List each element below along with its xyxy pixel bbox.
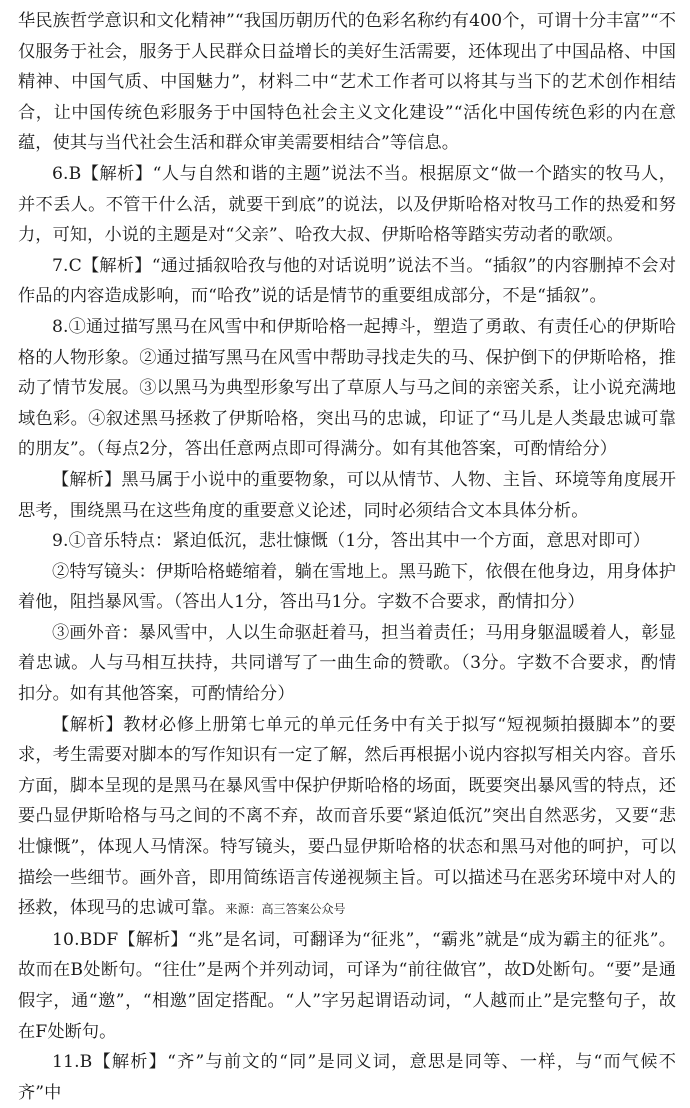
paragraph-answer-10: 10.BDF【解析】“兆”是名词，可翻译为“征兆”，“霸兆”就是“成为霸主的征兆”。故而在B处断句。“往仕”是两个并列动词，可译为“前往做官”，故D处断句。“要”是通假字，通“邀”，“相邀”固定搭配。“人”字另起谓语动词，“人越而止”是完整句子，故在F处断句。 [18,929,676,1042]
analysis-9-text: 【解析】教材必修上册第七单元的单元任务中有关于拟写“短视频拍摄脚本”的要求，考生需要对脚本的写作知识有一定了解，然后再根据小说内容拟写相关内容。音乐方面，脚本呈现的是黑马在暴风雪中保护伊斯哈格的场面，既要突出暴风雪的特点，还要凸显伊斯哈格与马之间的不离不弃，故而音乐要“紧迫低沉”突出自然恶劣，又要“悲壮慷慨”，体现人马情深。特写镜头，要凸显伊斯哈格的状态和黑马对他的呵护，可以描绘一些细节。画外音，即用简练语言传递视频主旨。可以描述马在恶劣环境中对人的拯救，体现马的忠诚可靠。 [18,714,676,919]
paragraph-answer-9-closeup: ②特写镜头：伊斯哈格蜷缩着，躺在雪地上。黑马跪下，依偎在他身边，用身体护着他，阻挡暴风雪。（答出人1分，答出马1分。字数不合要求，酌情扣分） [18,561,676,613]
paragraph-answer-9-music: 9.①音乐特点：紧迫低沉，悲壮慷慨（1分，答出其中一个方面，意思对即可） [52,531,651,552]
paragraph-answer-7: 7.C【解析】“通过插叙哈孜与他的对话说明”说法不当。“插叙”的内容删掉不会对作品的内容造成影响，而“哈孜”说的话是情节的重要组成部分，不是“插叙”。 [18,255,676,307]
source-note: 来源：高三答案公众号 [225,902,346,917]
paragraph-answer-6: 6.B【解析】“人与自然和谐的主题”说法不当。根据原文“做一个踏实的牧马人，并不丢人。不管干什么活，就要干到底”的说法，以及伊斯哈格对牧马工作的热爱和努力，可知，小说的主题是对“父亲”、哈孜大叔、伊斯哈格等踏实劳动者的歌颂。 [18,163,676,246]
paragraph-answer-8: 8.①通过描写黑马在风雪中和伊斯哈格一起搏斗，塑造了勇敢、有责任心的伊斯哈格的人物形象。②通过描写黑马在风雪中帮助寻找走失的马、保护倒下的伊斯哈格，推动了情节发展。③以黑马为典型形象写出了草原人与马之间的亲密关系，让小说充满地域色彩。④叙述黑马拯救了伊斯哈格，突出马的忠诚，印证了“马儿是人类最忠诚可靠的朋友”。（每点2分，答出任意两点即可得满分。如有其他答案，可酌情给分） [18,316,676,460]
paragraph-analysis-8: 【解析】黑马属于小说中的重要物象，可以从情节、人物、主旨、环境等角度展开思考，围绕黑马在这些角度的重要意义论述，同时必须结合文本具体分析。 [18,469,676,521]
paragraph-answer-9-voiceover: ③画外音：暴风雪中，人以生命驱赶着马，担当着责任；马用身躯温暖着人，彰显着忠诚。人与马相互扶持，共同谱写了一曲生命的赞歌。（3分。字数不合要求，酌情扣分。如有其他答案，可酌情给分） [18,622,676,705]
paragraph-answer-11: 11.B【解析】“齐”与前文的“同”是同义词，意思是同等、一样，与“而气候不齐”中 [18,1052,676,1103]
paragraph-analysis-9 [18,710,676,925]
paragraph-material-summary: 华民族哲学意识和文化精神”“我国历朝历代的色彩名称约有400个，可谓十分丰富”“不仅服务于社会，服务于人民群众日益增长的美好生活需要，还体现出了中国品格、中国精神、中国气质、中国魅力”，材料二中“艺术工作者可以将其与当下的艺术创作相结合，让中国传统色彩服务于中国特色社会主义文化建设”“活化中国传统色彩的内在意蕴，使其与当代社会生活和群众审美需要相结合”等信息。 [18,11,676,154]
